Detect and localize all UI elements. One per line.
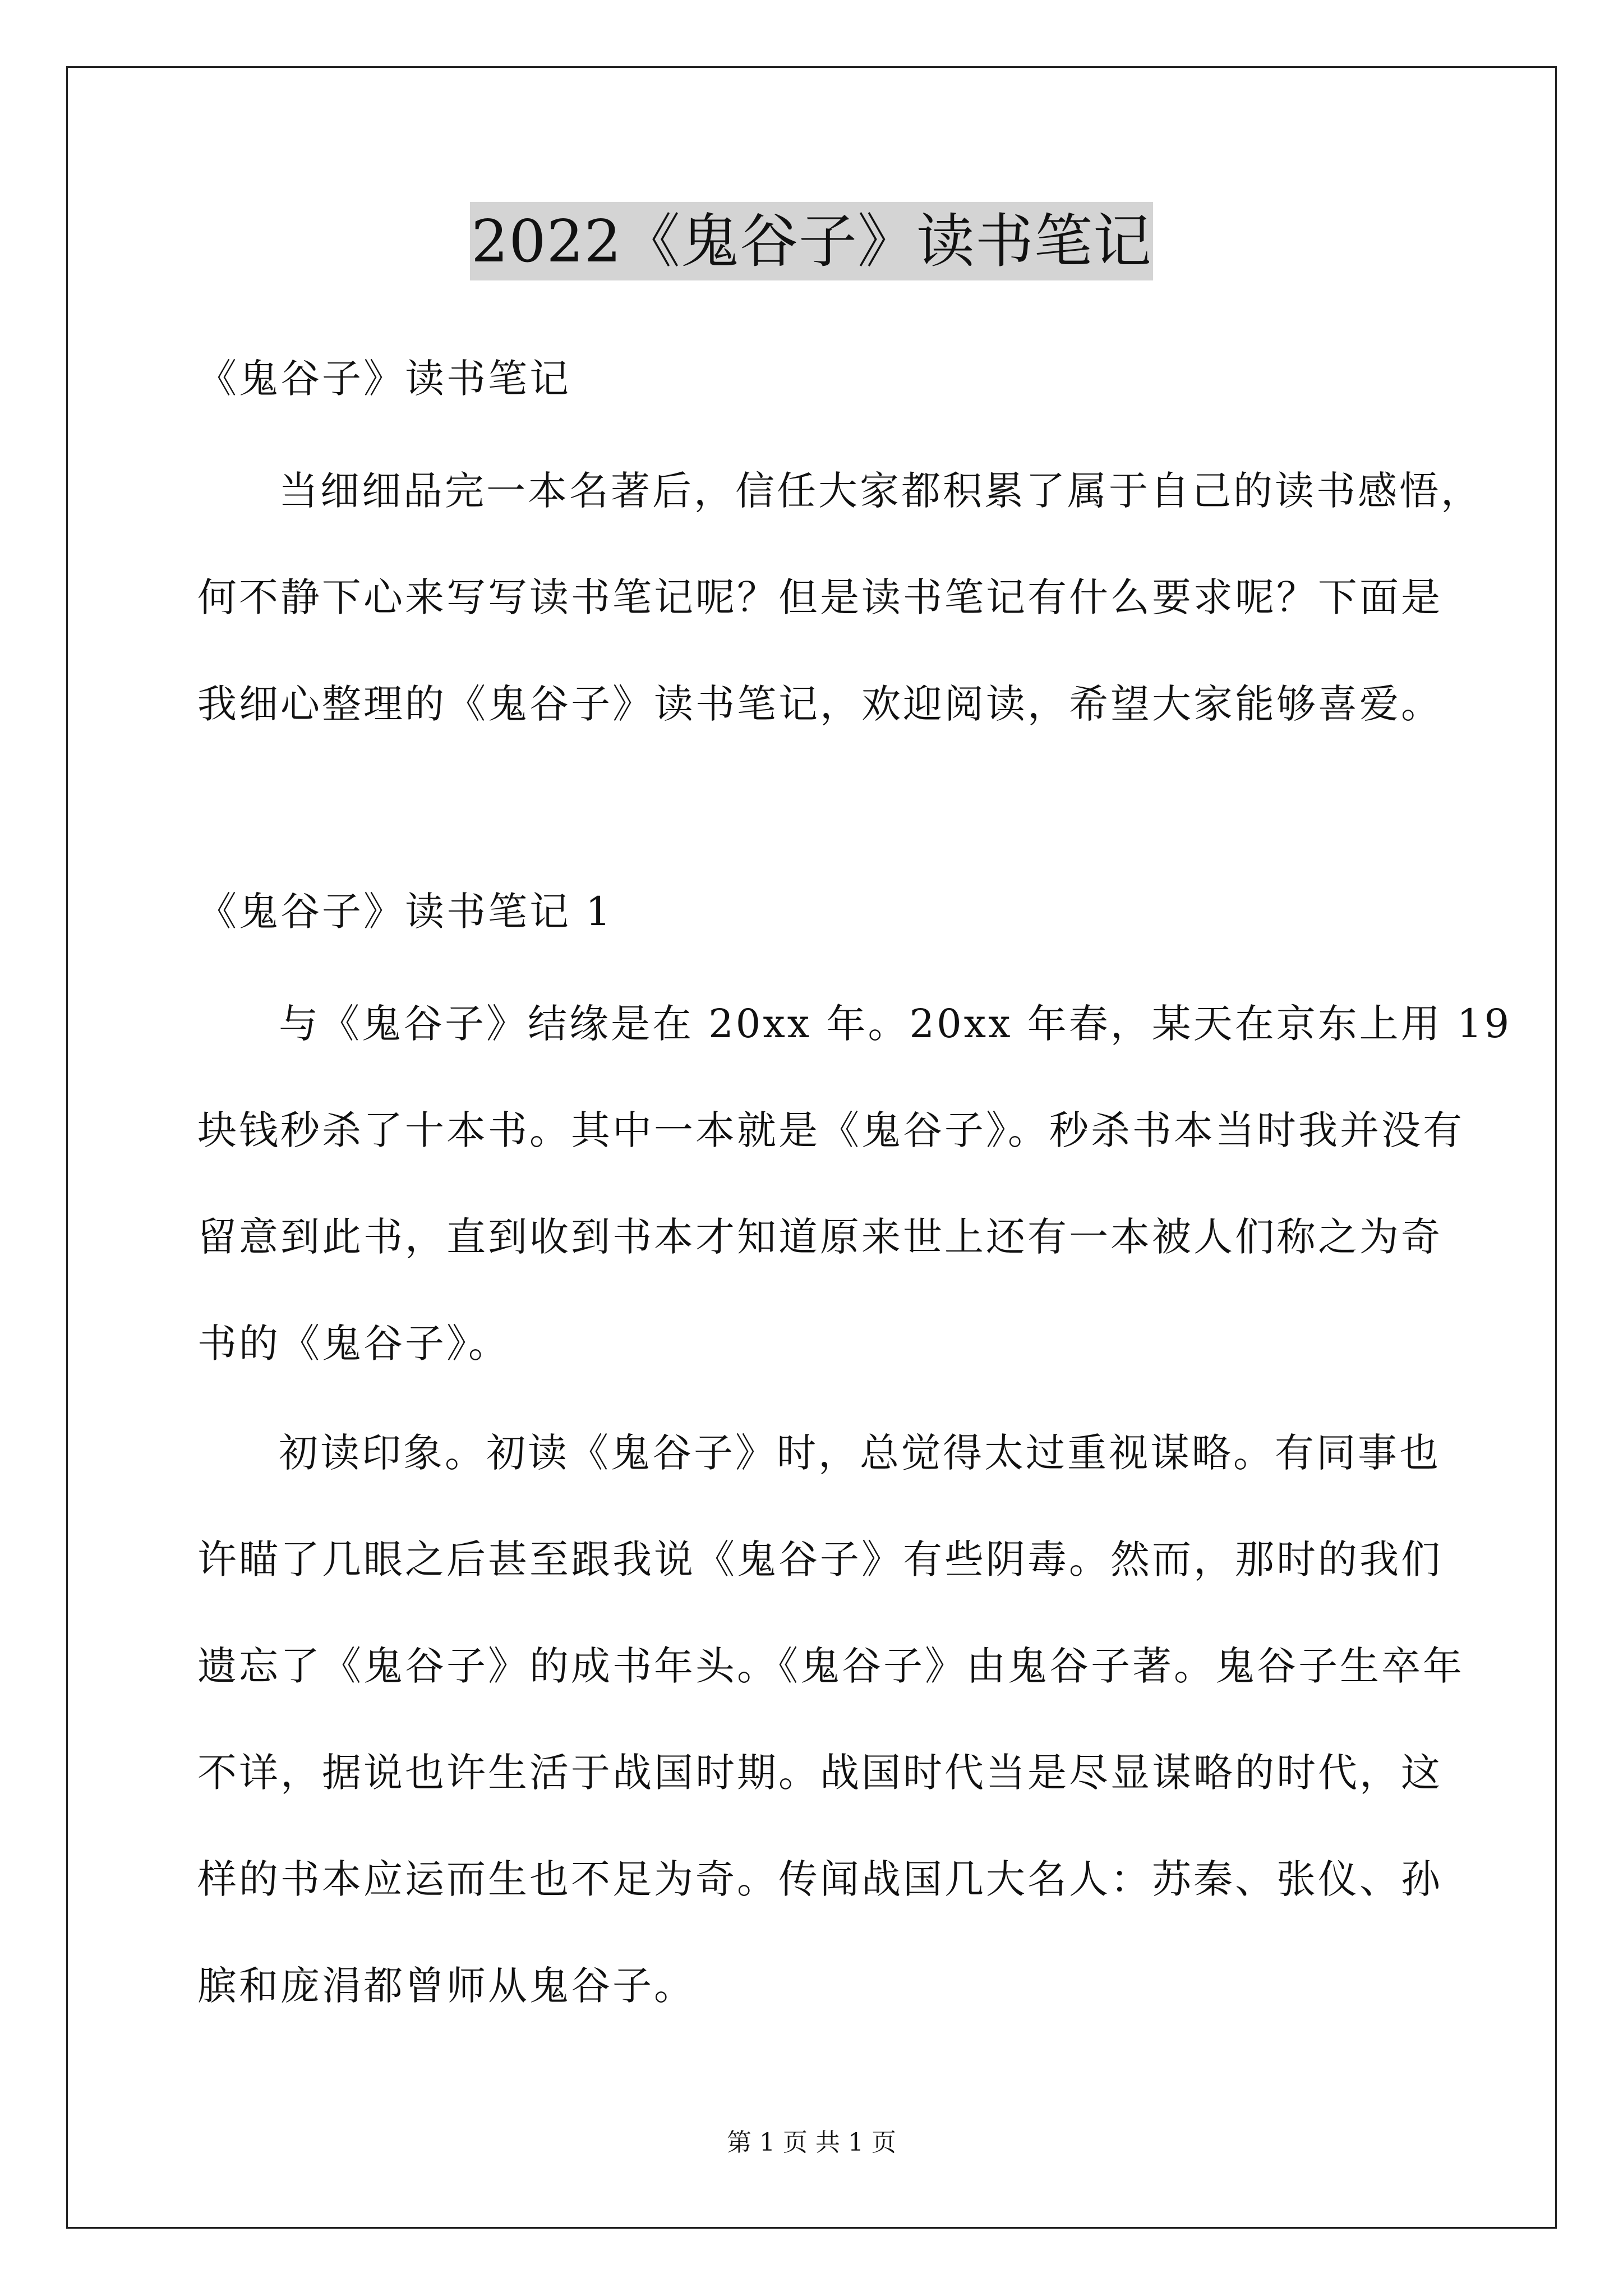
title-area xyxy=(0,202,1623,280)
intro-line: 当细细品完一本名著后，信任大家都积累了属于自己的读书感悟， xyxy=(279,468,1482,514)
paragraph-line: 膑和庞涓都曾师从鬼谷子。 xyxy=(197,1963,695,2009)
paragraph-line: 样的书本应运而生也不足为奇。传闻战国几大名人：苏秦、张仪、孙 xyxy=(197,1856,1442,1902)
paragraph-line: 初读印象。初读《鬼谷子》时，总觉得太过重视谋略。有同事也 xyxy=(279,1430,1441,1476)
paragraph-line: 块钱秒杀了十本书。其中一本就是《鬼谷子》。秒杀书本当时我并没有 xyxy=(197,1107,1464,1153)
intro-line: 我细心整理的《鬼谷子》读书笔记，欢迎阅读，希望大家能够喜爱。 xyxy=(197,681,1442,727)
paragraph-line: 与《鬼谷子》结缘是在 20xx 年。20xx 年春，某天在京东上用 19 xyxy=(279,1001,1512,1047)
paragraph-line: 留意到此书，直到收到书本才知道原来世上还有一本被人们称之为奇 xyxy=(197,1214,1442,1260)
document-title: 2022《鬼谷子》读书笔记 xyxy=(470,202,1153,280)
paragraph-line: 书的《鬼谷子》。 xyxy=(197,1320,510,1366)
intro-line: 何不静下心来写写读书笔记呢？但是读书笔记有什么要求呢？下面是 xyxy=(197,574,1442,620)
paragraph-line: 遗忘了《鬼谷子》的成书年头。《鬼谷子》由鬼谷子著。鬼谷子生卒年 xyxy=(197,1643,1464,1689)
section-heading: 《鬼谷子》读书笔记 1 xyxy=(197,889,613,935)
paragraph-line: 不详，据说也许生活于战国时期。战国时代当是尽显谋略的时代，这 xyxy=(197,1750,1442,1796)
paragraph-line: 许瞄了几眼之后甚至跟我说《鬼谷子》有些阴毒。然而，那时的我们 xyxy=(197,1536,1442,1582)
subtitle: 《鬼谷子》读书笔记 xyxy=(197,356,571,402)
page-footer: 第 1 页 共 1 页 xyxy=(727,2128,896,2157)
